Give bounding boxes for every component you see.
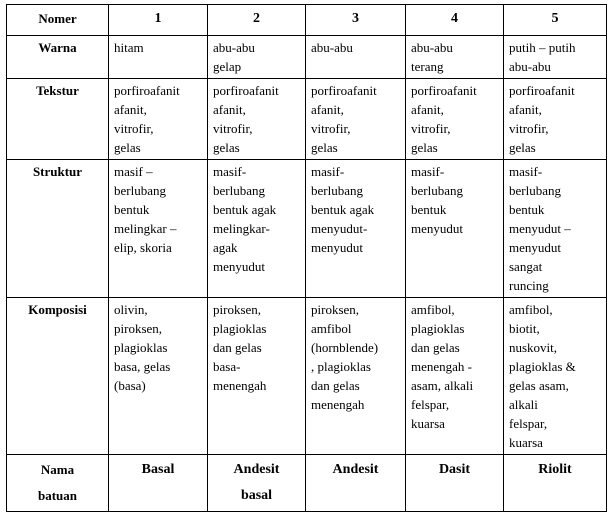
row-warna — [7, 36, 607, 79]
table-cell: masif- berlubang bentuk menyudut – menyudut sangat runcing — [504, 160, 607, 298]
row-label-tekstur: Tekstur — [7, 79, 109, 160]
row-label-warna: Warna — [7, 36, 109, 79]
table-cell: porfiroafanit afanit, vitrofir, gelas — [406, 79, 504, 160]
table-cell: piroksen, amfibol (hornblende) , plagioklas dan gelas menengah — [306, 298, 406, 455]
table-cell: porfiroafanit afanit, vitrofir, gelas — [504, 79, 607, 160]
table-cell: olivin, piroksen, plagioklas basa, gelas (basa) — [109, 298, 208, 455]
header-column-2: 2 — [208, 5, 306, 36]
table-cell: porfiroafanit afanit, vitrofir, gelas — [208, 79, 306, 160]
rock-name-cell: Andesit basal — [208, 455, 306, 512]
table-cell: masif – berlubang bentuk melingkar – elip, skoria — [109, 160, 208, 298]
table-cell: masif- berlubang bentuk agak menyudut- menyudut — [306, 160, 406, 298]
header-column-4: 4 — [406, 5, 504, 36]
row-struktur — [7, 160, 607, 298]
header-column-3: 3 — [306, 5, 406, 36]
table-cell: porfiroafanit afanit, vitrofir, gelas — [109, 79, 208, 160]
table-cell: masif- berlubang bentuk agak melingkar- agak menyudut — [208, 160, 306, 298]
header-label-nomer: Nomer — [7, 5, 109, 36]
table-cell: masif- berlubang bentuk menyudut — [406, 160, 504, 298]
rock-name-cell: Dasit — [406, 455, 504, 512]
rock-name-cell: Riolit — [504, 455, 607, 512]
table-cell: abu-abu gelap — [208, 36, 306, 79]
row-label-struktur: Struktur — [7, 160, 109, 298]
table-cell: abu-abu — [306, 36, 406, 79]
table-cell: amfibol, plagioklas dan gelas menengah - asam, alkali felspar, kuarsa — [406, 298, 504, 455]
header-row — [7, 5, 607, 36]
table-cell: putih – putih abu-abu — [504, 36, 607, 79]
row-tekstur — [7, 79, 607, 160]
table-cell: abu-abu terang — [406, 36, 504, 79]
table-cell: porfiroafanit afanit, vitrofir, gelas — [306, 79, 406, 160]
table-cell: piroksen, plagioklas dan gelas basa- menengah — [208, 298, 306, 455]
header-column-1: 1 — [109, 5, 208, 36]
rock-name-cell: Basal — [109, 455, 208, 512]
row-nama-batuan — [7, 455, 607, 512]
table-cell: hitam — [109, 36, 208, 79]
table-cell: amfibol, biotit, nuskovit, plagioklas & gelas asam, alkali felspar, kuarsa — [504, 298, 607, 455]
rock-classification-table — [6, 4, 607, 512]
row-label-nama-batuan: Nama batuan — [7, 455, 109, 512]
rock-name-cell: Andesit — [306, 455, 406, 512]
header-column-5: 5 — [504, 5, 607, 36]
row-label-komposisi: Komposisi — [7, 298, 109, 455]
row-komposisi — [7, 298, 607, 455]
